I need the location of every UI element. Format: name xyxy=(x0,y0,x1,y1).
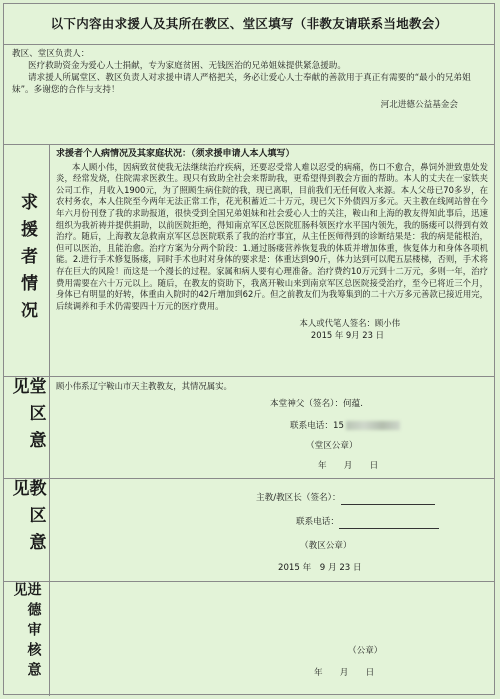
bishop-signature xyxy=(256,493,435,505)
request-date: 2015 年 9月 23 日 xyxy=(310,329,384,340)
applicant-signature: 本人或代笔人签名：顾小伟 xyxy=(299,318,400,329)
parish-section-label: 堂区意见 xyxy=(4,377,50,478)
intro-paragraph-1: 医疗救助资金为爱心人士捐献，专为家庭贫困、无钱医治的兄弟姐妹提供紧急援助。 xyxy=(28,61,346,71)
parish-phone xyxy=(290,421,400,433)
priest-name: 何蕴. xyxy=(343,399,363,409)
intro-notice xyxy=(4,44,494,145)
redacted-phone-blur xyxy=(346,421,400,430)
parish-section-content xyxy=(50,377,494,478)
request-body-text: 本人顾小伟，因病致贫使我无法继续治疗疾病，还要忍受常人难以忍受的病痛，伤口不愈合，鼻饲外泄致患处发炎，经常发烧，住院需求医救生。现只有致助全社会来帮助我，更希望得到教会方面的帮助。本人的丈夫在一家铁夹公司工作，月收入1900元，为了照顾生病住院的我，现已离职，目前我们无任何收入来源。本人父母已70多岁，在农村务农，本人住院至今两年无法正常工作，花光积蓄近二十万元，现已欠下外债四万多元。天主教在线网站曾在今年六月份刊登了我的求助报道，很快受到全国兄弟姐妹和社会爱心人士的关注，鞍山和上海的教友得知此事后，迅速组织为我祈祷并提供捐助，以前医院拒绝，得知南京军区总医院肛肠科领医疗水平国内领先，我的肠瘘可以得到有效治疗。随后，上海教友急救南京军区总医院联系了我的治疗事宜，从主任医师得到的诊断结果是：我的病是能根治，但可以医治，且能治愈。治疗方案为分两个阶段：1.通过肠瘘营养恢复我的体质并增加体重，恢复体力和身体各项机能。2.进行手术修复肠瘘，同时手术也时对身体的要求是：体重达到90斤，体力达到可以爬五层楼梯，否则，手术将存在巨大的风险！而这是一个漫长的过程。家属和病人要有心理准备。治疗费约10万元到十二万元，多则一年，治疗费用需要在六十万元以上。随后，在教友的资助下，我离开鞍山来到南京军区总医院接受治疗，至今已将近三个月，身体已有明显的好转，体重由入院时的42斤增加到62斤。但之前教友们为我筹集到的二十六万多元善款已接近用完，后续调养和手术仍需要四十万元的医疗费用。 xyxy=(56,161,488,311)
parish-phone-value: 15 xyxy=(332,421,344,431)
diocese-seal: （教区公章） xyxy=(300,541,352,551)
bishop-label: 主教/教区长（签名）： xyxy=(256,493,341,503)
parish-priest-signature xyxy=(270,399,363,411)
intro-paragraph-2: 请求援人所属堂区、教区负责人对求援申请人严格把关，务必让爱心人士奉献的善款用于真正有需要的“最小的兄弟姐妹”。多谢您的合作与支持！ xyxy=(12,73,471,95)
review-section-content xyxy=(50,582,494,696)
review-date: 年 月 日 xyxy=(314,668,375,678)
diocese-phone-line xyxy=(339,528,439,529)
application-form xyxy=(3,3,495,695)
request-section-label: 求援者情况 xyxy=(4,145,50,376)
priest-label: 本堂神父（签名）： xyxy=(270,399,344,409)
parish-seal: （堂区公章） xyxy=(306,441,358,451)
diocese-phone-label: 联系电话： xyxy=(296,517,339,527)
diocese-section-label: 教区意见 xyxy=(4,479,50,581)
parish-section xyxy=(4,377,494,479)
request-heading: 求援者个人病情况及其家庭状况：（须求援申请人本人填写） xyxy=(56,149,295,159)
diocese-section xyxy=(4,479,494,582)
review-seal: （公章） xyxy=(348,646,383,656)
request-section-content xyxy=(50,145,494,376)
review-section-label: 进德审核意见 xyxy=(4,582,50,696)
parish-comment: 顾小伟系辽宁鞍山市天主教教友，其情况属实。 xyxy=(56,381,232,391)
bishop-signature-line xyxy=(341,504,435,505)
form-title: 以下内容由求援人及其所在教区、堂区填写（非教友请联系当地教会） xyxy=(4,4,494,45)
parish-date: 年 月 日 xyxy=(318,461,379,471)
foundation-name: 河北进德公益基金会 xyxy=(380,100,458,110)
diocese-phone xyxy=(296,517,439,529)
request-section xyxy=(4,145,494,377)
diocese-date: 2015 年 9 月 23 日 xyxy=(278,563,362,573)
parish-phone-label: 联系电话： xyxy=(290,421,333,431)
diocese-section-content xyxy=(50,479,494,581)
review-section xyxy=(4,582,494,696)
intro-greeting: 教区、堂区负责人： xyxy=(12,49,90,59)
